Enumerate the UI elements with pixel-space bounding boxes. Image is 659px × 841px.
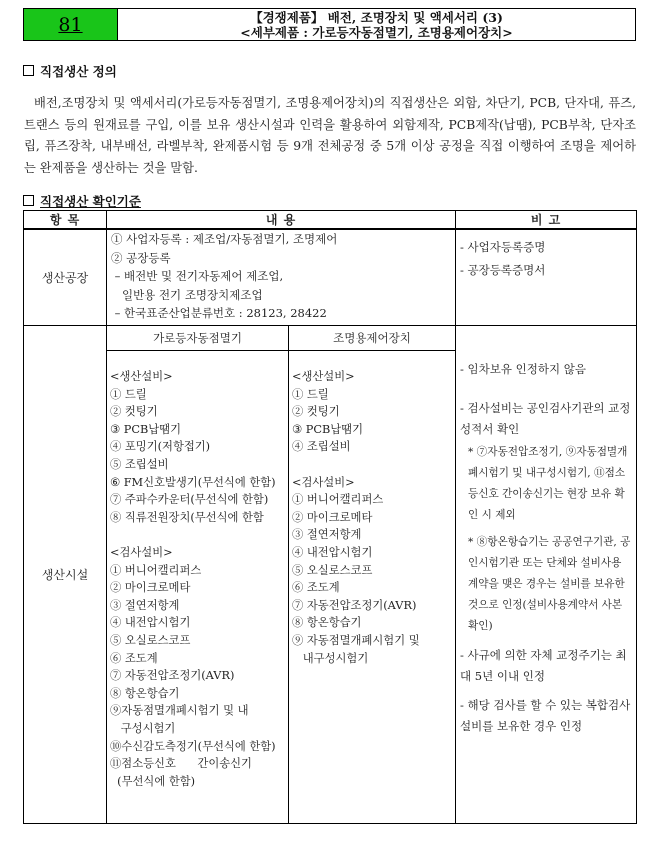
equipment-item: ⑥ 조도계 [110, 651, 158, 665]
checkbox-square-icon [23, 195, 34, 206]
remark-line: - 임차보유 인정하지 않음 [460, 361, 586, 376]
equipment-item: ① 버니어캘리퍼스 [292, 493, 384, 507]
page-number: 81 [58, 13, 83, 36]
equipment-item: ③ PCB납땜기 [292, 422, 364, 436]
equipment-item: ③ PCB납땜기 [110, 422, 182, 436]
equipment-item: <생산설비> [110, 370, 173, 384]
column-header-content: 내 용 [107, 211, 456, 230]
equipment-item: ⑨자동점멸개폐시험기 및 내 [110, 704, 249, 718]
equipment-item: <검사설비> [110, 546, 173, 560]
equipment-item [110, 526, 285, 544]
equipment-item: ② 컷팅기 [110, 405, 158, 419]
equipment-item: (무선식에 한함) [110, 774, 196, 788]
remark-note: * ⑧항온항습기는 공공연구기관, 공인시험기관 또는 단체와 설비사용 계약을 맺은 경우는 설비를 보유한 것으로 인정(설비사용계약서 사본 확인) [468, 536, 631, 633]
equipment-item: ⑦ 자동전압조정기(AVR) [110, 669, 235, 683]
equipment-item: ④ 포밍기(저항접기) [110, 440, 211, 454]
equipment-item [292, 456, 452, 474]
title-line-2: <세부제품 : 가로등자동점멸기, 조명용제어장치> [240, 25, 513, 40]
factory-content [107, 229, 456, 325]
definition-text: 배전,조명장치 및 액세서리(가로등자동점멸기, 조명용제어장치)의 직접생산은 외함, 차단기, PCB, 단자대, 퓨즈, 트랜스 등의 원재료를 구입, 이를 보유 생산시설과 인력을 활용하여 외함제작, PCB제작(납땜), PCB부착, 단자조립, 퓨즈장착, 내부배선, 라벨부착, 완제품시험 등 9개 전체공정 중 5개 이상 공정을 직접 이행하여 조명을 제어하는 완제품을 생산하는 것을 말함. [24, 96, 636, 175]
equipment-item: ① 버니어캘리퍼스 [110, 563, 202, 577]
remark-note: * ⑦자동전압조정기, ⑨자동점멸개폐시험기 및 내구성시험기, ⑪점소등신호 간이송신기는 현장 보유 확인 시 제외 [468, 446, 628, 522]
table-row-factory [24, 229, 637, 325]
equipment-item: ③ 절연저항계 [292, 528, 362, 542]
streetlight-equipment-list [107, 350, 289, 823]
equipment-item: ① 드릴 [292, 387, 329, 401]
title-line-1: 【경쟁제품】 배전, 조명장치 및 액세서리 (3) [250, 10, 503, 25]
equipment-item: ② 마이크로메타 [292, 510, 373, 524]
title-box [118, 8, 636, 41]
page-number-box [23, 8, 118, 41]
table-header-row [24, 211, 637, 230]
equipment-item: ⑤ 조립설비 [110, 458, 169, 472]
factory-line: – 배전반 및 전기자동제어 제조업, [111, 269, 284, 284]
equipment-item: ⑩수신감도측정기(무선식에 한함) [110, 739, 276, 753]
criteria-heading: 직접생산 확인기준 [23, 192, 141, 210]
factory-line: ② 공장등록 [111, 250, 171, 265]
equipment-item: ⑦ 자동전압조정기(AVR) [292, 598, 417, 612]
definition-heading: 직접생산 정의 [23, 62, 117, 80]
equipment-item: <생산설비> [292, 370, 355, 384]
sub-header-streetlight: 가로등자동점멸기 [107, 326, 289, 351]
remark-line: - 해당 검사를 할 수 있는 복합검사설비를 보유한 경우 인정 [460, 698, 631, 734]
equipment-item [292, 351, 452, 369]
equipment-item: ⑦ 주파수카운터(무선식에 한함) [110, 493, 269, 507]
factory-line: 일반용 전기 조명장치제조업 [111, 287, 263, 302]
facility-remarks [456, 325, 637, 824]
table-row-facility [24, 325, 637, 824]
factory-line: ① 사업자등록 : 제조업/자동점멸기, 조명제어 [111, 232, 338, 246]
remark-line: - 사업자등록증명 [460, 240, 546, 254]
equipment-item: ④ 내전압시험기 [292, 546, 373, 560]
category-facility: 생산시설 [24, 325, 107, 824]
equipment-item: ② 컷팅기 [292, 405, 340, 419]
column-header-item: 항 목 [24, 211, 107, 230]
column-header-remarks: 비 고 [456, 211, 637, 230]
equipment-item: ⑤ 오실로스코프 [110, 634, 191, 647]
remark-line: - 사규에 의한 자체 교정주기는 최대 5년 이내 인정 [460, 648, 627, 684]
equipment-item: ⑤ 오실로스코프 [292, 563, 373, 577]
equipment-item: ① 드릴 [110, 387, 147, 401]
factory-remarks [456, 229, 637, 325]
equipment-item: 내구성시험기 [292, 651, 369, 665]
lighting-control-equipment-list [289, 350, 456, 823]
equipment-item: ⑨ 자동점멸개폐시험기 및 [292, 634, 420, 647]
remark-line: - 공장등록증명서 [460, 263, 546, 277]
equipment-item: ④ 내전압시험기 [110, 616, 191, 630]
equipment-item: ④ 조립설비 [292, 440, 351, 454]
equipment-item: ⑧ 항온항습기 [110, 686, 180, 700]
equipment-item: ⑥ FM신호발생기(무선식에 한함) [110, 475, 276, 489]
criteria-table [23, 210, 637, 824]
remark-line: - 검사설비는 공인검사기관의 교정성적서 확인 [460, 401, 631, 437]
equipment-item: ⑧ 항온항습기 [292, 616, 362, 630]
equipment-item: 구성시험기 [110, 721, 176, 735]
equipment-item: ② 마이크로메타 [110, 581, 191, 595]
equipment-item: ⑥ 조도계 [292, 581, 340, 595]
facility-content [107, 325, 456, 824]
equipment-item: ③ 절연저항계 [110, 598, 180, 612]
factory-line: – 한국표준산업분류번호 : 28123, 28422 [111, 306, 327, 321]
equipment-item: ⑧ 직류전원장치(무선식에 한함 [110, 510, 264, 524]
sub-header-lighting-control: 조명용제어장치 [289, 326, 456, 351]
equipment-item [110, 351, 285, 369]
checkbox-square-icon [23, 65, 34, 76]
equipment-item: <검사설비> [292, 475, 355, 489]
category-factory: 생산공장 [24, 229, 107, 325]
equipment-item: ⑪점소등신호 간이송신기 [110, 757, 252, 771]
